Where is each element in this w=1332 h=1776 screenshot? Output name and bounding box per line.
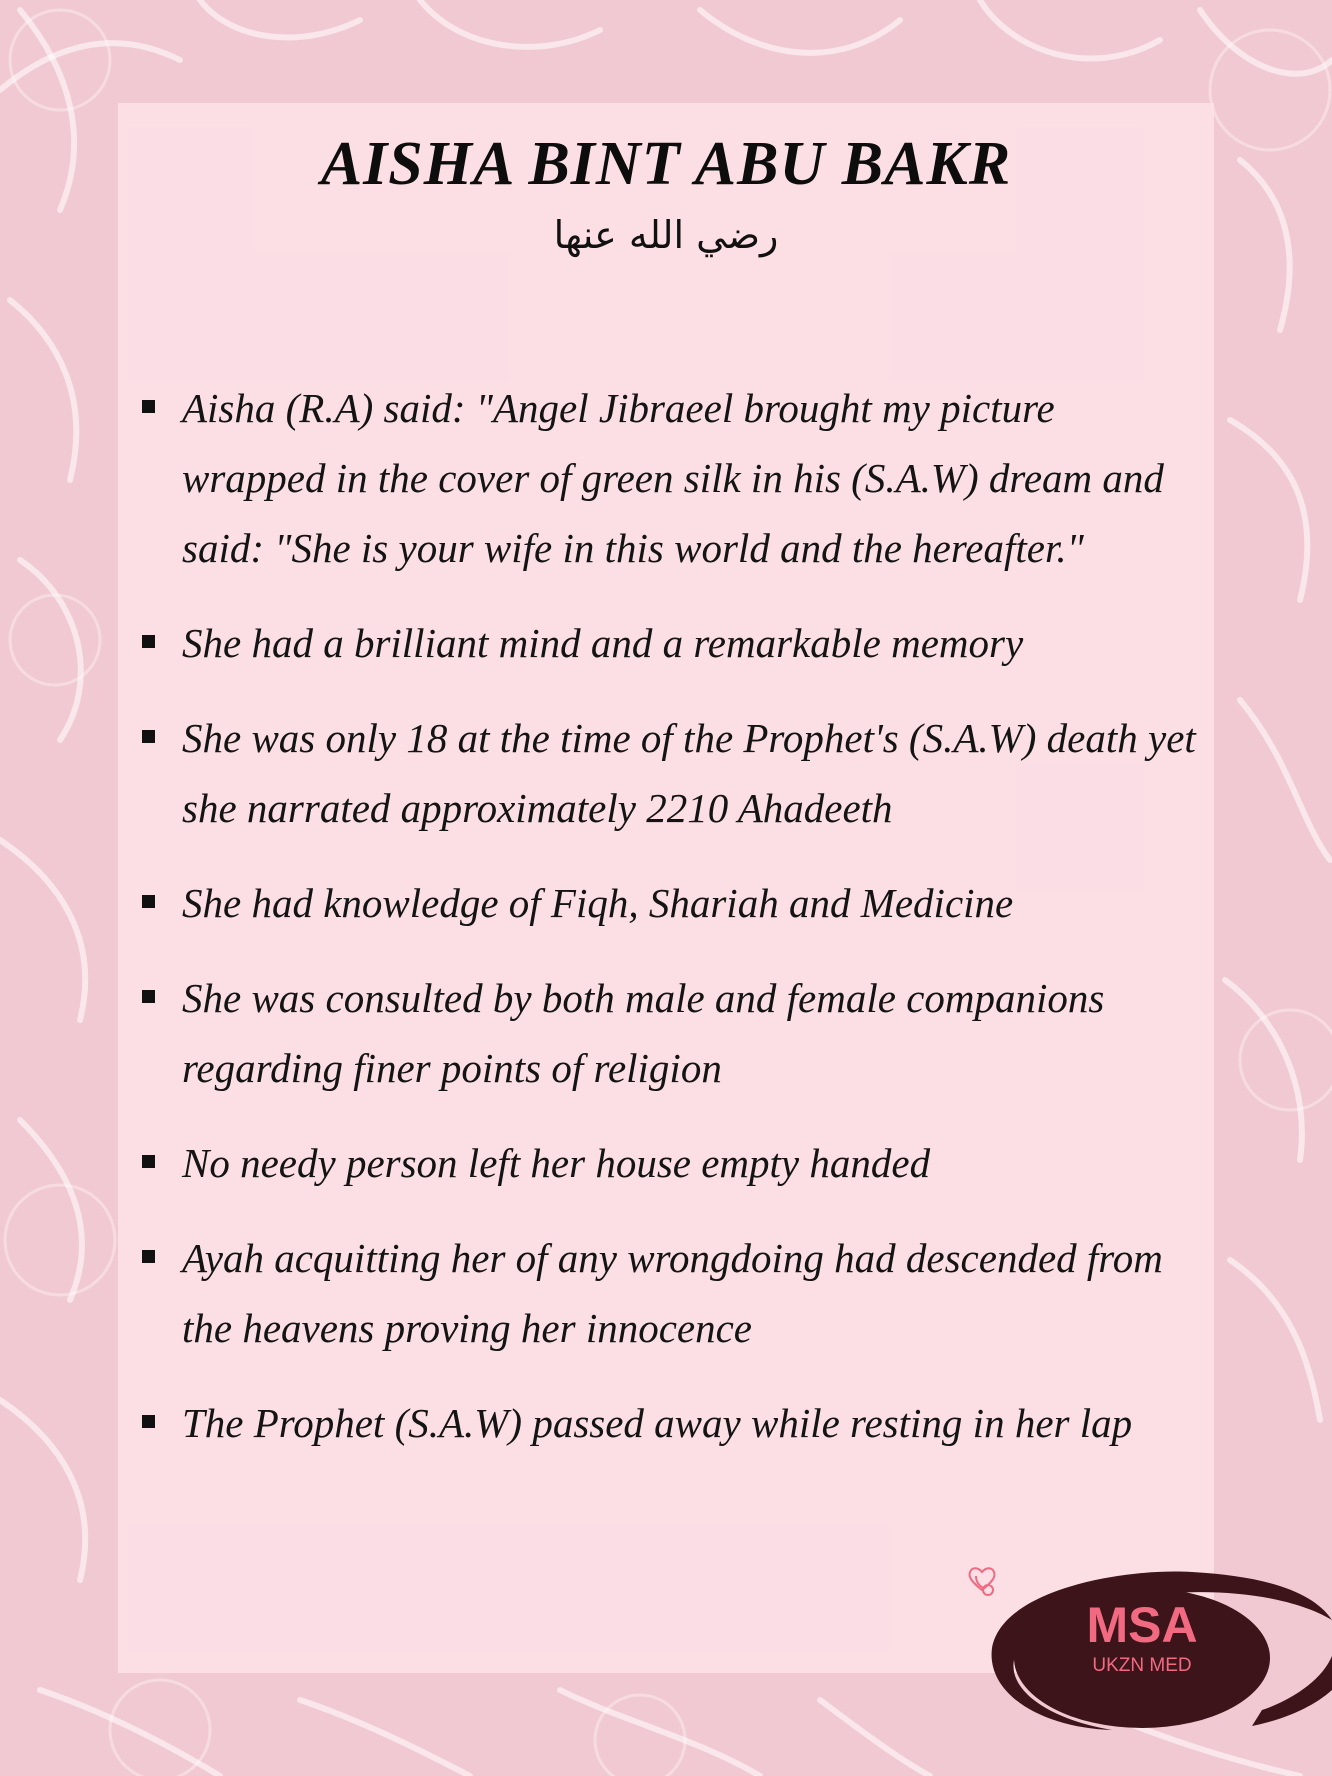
fact-item — [140, 1388, 1206, 1458]
square-bullet-icon — [142, 1155, 155, 1168]
fact-text: She had knowledge of Fiqh, Shariah and Medicine — [182, 880, 1014, 926]
fact-text: Aisha (R.A) said: "Angel Jibraeel brought my picture wrapped in the cover of green silk in his (S.A.W) dream and said: "She is your wife in this world and the hereafter." — [182, 385, 1164, 571]
fact-text: She was only 18 at the time of the Prophet's (S.A.W) death yet she narrated approximately 2210 Ahadeeth — [182, 715, 1196, 831]
facts-list — [140, 373, 1206, 1483]
fact-text: She had a brilliant mind and a remarkable memory — [182, 620, 1024, 666]
square-bullet-icon — [142, 895, 155, 908]
fact-item — [140, 703, 1206, 843]
square-bullet-icon — [142, 1250, 155, 1263]
fact-item — [140, 868, 1206, 938]
square-bullet-icon — [142, 635, 155, 648]
square-bullet-icon — [142, 730, 155, 743]
square-bullet-icon — [142, 990, 155, 1003]
fact-item — [140, 1128, 1206, 1198]
msa-logo — [962, 1560, 1332, 1736]
fact-text: The Prophet (S.A.W) passed away while resting in her lap — [182, 1400, 1133, 1446]
content-panel — [118, 103, 1214, 1673]
page-title: AISHA BINT ABU BAKR — [320, 130, 1012, 198]
square-bullet-icon — [142, 400, 155, 413]
fact-item — [140, 373, 1206, 583]
fact-text: No needy person left her house empty handed — [182, 1140, 931, 1186]
fact-item — [140, 963, 1206, 1103]
fact-text: Ayah acquitting her of any wrongdoing had descended from the heavens proving her innocence — [182, 1235, 1163, 1351]
heart-stethoscope-icon — [962, 1560, 1002, 1600]
fact-item — [140, 608, 1206, 678]
square-bullet-icon — [142, 1415, 155, 1428]
logo-main-text: MSA — [1086, 1597, 1198, 1653]
logo-sub-text: UKZN MED — [1092, 1655, 1192, 1676]
fact-item — [140, 1223, 1206, 1363]
arabic-subtitle: رضي الله عنها — [553, 213, 779, 257]
fact-text: She was consulted by both male and female companions regarding finer points of religion — [182, 975, 1105, 1091]
